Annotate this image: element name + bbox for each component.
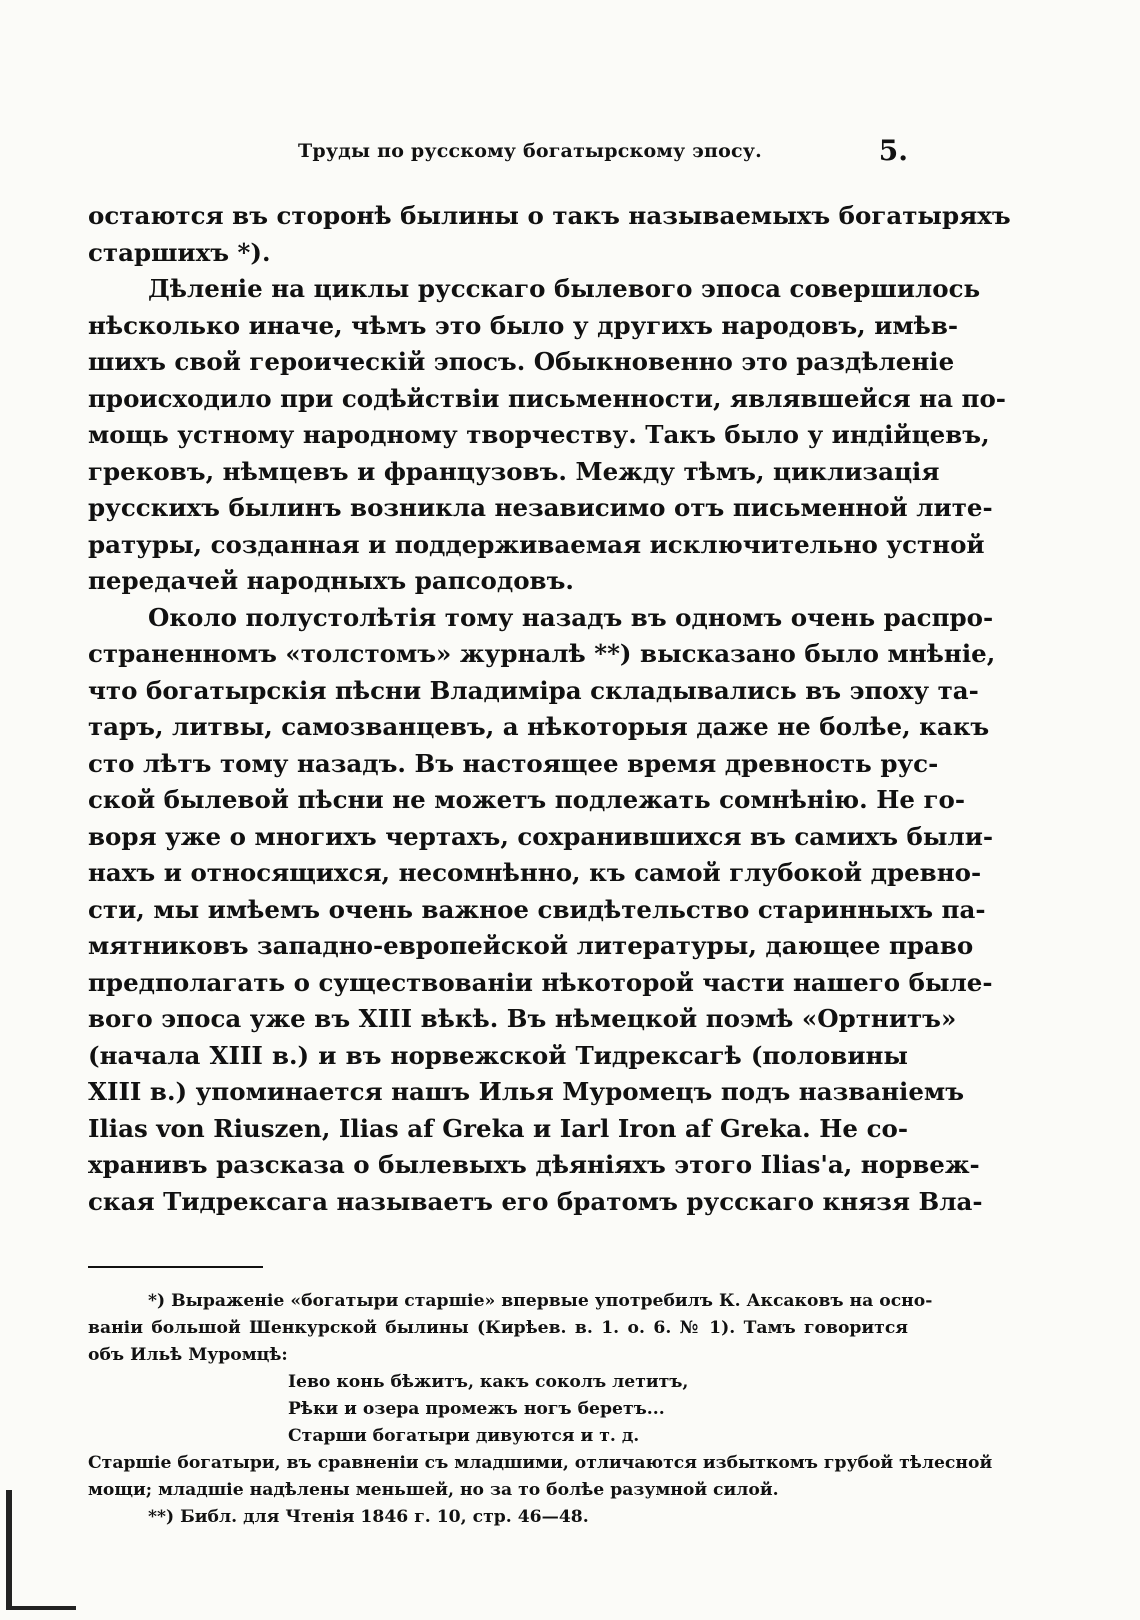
scan-edge-mark — [6, 1606, 76, 1610]
body-line: нахъ и относящихся, несомнѣнно, къ самой глубокой древно- — [88, 858, 982, 887]
body-line: мятниковъ западно-европейской литературы, дающее право — [88, 931, 974, 960]
body-line: русскихъ былинъ возникла независимо отъ письменной лите- — [88, 493, 993, 522]
footnote-verse-line: Іево конь бѣжитъ, какъ соколъ летитъ, — [288, 1372, 689, 1392]
body-text — [88, 198, 1011, 1220]
body-line: таръ, литвы, самозванцевъ, а нѣкоторыя даже не болѣе, какъ — [88, 712, 990, 741]
page-number: 5. — [878, 134, 908, 167]
body-line: мощь устному народному творчеству. Такъ было у индійцевъ, — [88, 420, 990, 449]
footnote-line: *) Выраженіе «богатыри старшіе» впервые употребилъ К. Аксаковъ на осно- — [148, 1291, 933, 1311]
body-line: вого эпоса уже въ XIII вѣкѣ. Въ нѣмецкой поэмѣ «Ортнитъ» — [88, 1004, 957, 1033]
footnote-divider — [88, 1266, 263, 1268]
footnotes — [88, 1288, 993, 1531]
body-line: Дѣленіе на циклы русскаго былевого эпоса совершилось — [148, 274, 981, 303]
running-header — [88, 134, 908, 170]
body-line: воря уже о многихъ чертахъ, сохранившихся въ самихъ были- — [88, 821, 994, 851]
body-line: старшихъ *). — [88, 237, 271, 267]
body-line: грековъ, нѣмцевъ и французовъ. Между тѣмъ, циклизація — [88, 456, 940, 486]
footnote-line: мощи; младшіе надѣлены меньшей, но за то болѣе разумной силой. — [88, 1480, 779, 1500]
body-line: шихъ свой героическій эпосъ. Обыкновенно это раздѣленіе — [88, 347, 955, 376]
footnote-verse-line: Рѣки и озера промежъ ногъ беретъ... — [288, 1399, 665, 1419]
body-line: передачей народныхъ рапсодовъ. — [88, 566, 574, 595]
body-line: Ilias von Riuszen, Ilias af Greka и Iarl Iron af Greka. Не со- — [88, 1113, 908, 1143]
body-line: предполагать о существованіи нѣкоторой части нашего быле- — [88, 967, 993, 997]
footnote-line: **) Библ. для Чтенія 1846 г. 10, стр. 46—48. — [148, 1507, 589, 1527]
body-line: что богатырскія пѣсни Владиміра складывались въ эпоху та- — [88, 675, 979, 705]
footnote-line: Старшіе богатыри, въ сравненіи съ младшими, отличаются избыткомъ грубой тѣлесной — [88, 1453, 993, 1473]
body-line: нѣсколько иначе, чѣмъ это было у другихъ народовъ, имѣв- — [88, 310, 959, 340]
body-line: сто лѣтъ тому назадъ. Въ настоящее время древность рус- — [88, 748, 939, 778]
body-line: сти, мы имѣемъ очень важное свидѣтельство старинныхъ па- — [88, 894, 986, 924]
body-line: ской былевой пѣсни не можетъ подлежать сомнѣнію. Не го- — [88, 785, 966, 814]
body-line: ратуры, созданная и поддерживаемая исключительно устной — [88, 529, 985, 559]
body-line: XIII в.) упоминается нашъ Илья Муромецъ подъ названіемъ — [88, 1077, 965, 1106]
scan-edge-mark — [6, 1490, 12, 1610]
body-line: происходило при содѣйствіи письменности, являвшейся на по- — [88, 383, 1006, 413]
body-line: хранивъ разсказа о былевыхъ дѣяніяхъ этого Ilias'а, норвеж- — [88, 1150, 980, 1179]
body-line: остаются въ сторонѣ былины о такъ называемыхъ богатыряхъ — [88, 201, 1011, 230]
body-line: страненномъ «толстомъ» журналѣ **) высказано было мнѣніе, — [88, 639, 996, 668]
footnote-verse-line: Старши богатыри дивуются и т. д. — [288, 1426, 640, 1446]
running-title: Труды по русскому богатырскому эпосу. — [298, 140, 762, 162]
body-line: (начала XIII в.) и въ норвежской Тидрексагѣ (половины — [88, 1040, 908, 1070]
body-line: ская Тидрексага называетъ его братомъ русскаго князя Вла- — [88, 1186, 983, 1216]
footnote-line: объ Ильѣ Муромцѣ: — [88, 1345, 288, 1365]
body-line: Около полустолѣтія тому назадъ въ одномъ очень распро- — [148, 602, 994, 632]
footnote-line: ваніи большой Шенкурской былины (Кирѣев. в. 1. о. 6. № 1). Тамъ говорится — [88, 1318, 908, 1338]
